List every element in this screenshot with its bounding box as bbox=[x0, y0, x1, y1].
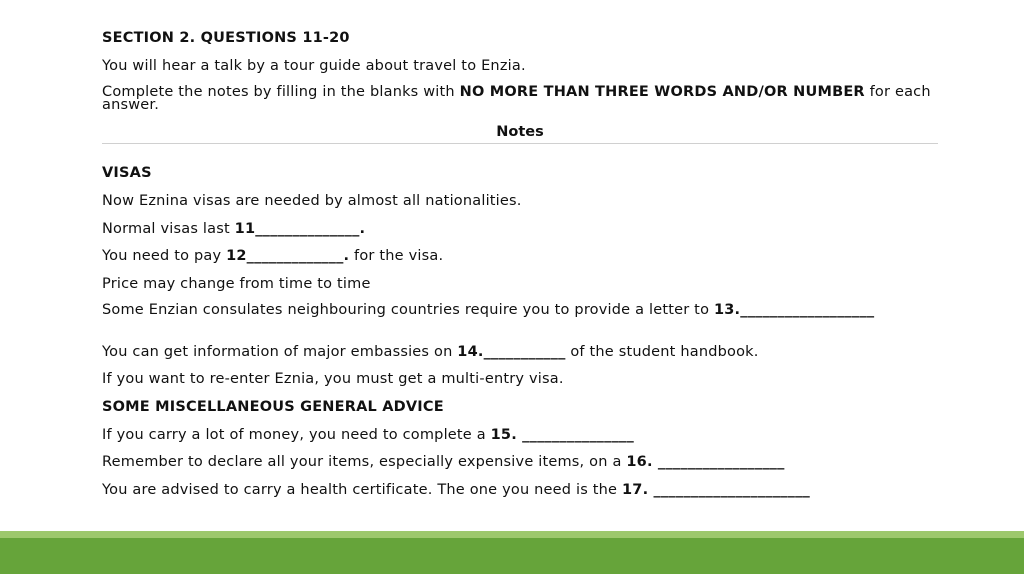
advice-line-1: If you carry a lot of money, you need to complete a 15. _______________ bbox=[102, 427, 634, 443]
divider bbox=[102, 143, 938, 144]
blank-15: 15. _______________ bbox=[490, 427, 634, 443]
footer-accent-strip bbox=[0, 531, 1024, 538]
visa-line-3: You need to pay 12_____________. for the visa. bbox=[102, 248, 444, 264]
notes-title: Notes bbox=[496, 124, 544, 140]
advice-line-2: Remember to declare all your items, especially expensive items, on a 16. _________________ bbox=[102, 454, 785, 470]
blank-14: 14.___________ bbox=[457, 344, 566, 360]
footer-bar bbox=[0, 538, 1024, 574]
visa-line-1: Now Eznina visas are needed by almost all nationalities. bbox=[102, 193, 522, 209]
advice-heading: SOME MISCELLANEOUS GENERAL ADVICE bbox=[102, 399, 444, 415]
advice-line-3: You are advised to carry a health certificate. The one you need is the 17. _____________________ bbox=[102, 482, 810, 498]
blank-11: 11______________. bbox=[234, 221, 366, 237]
visa-line-5: Some Enzian consulates neighbouring countries require you to provide a letter to 13.__________________ bbox=[102, 302, 875, 318]
visa-line-7: If you want to re-enter Eznia, you must get a multi-entry visa. bbox=[102, 371, 564, 387]
blank-13: 13.__________________ bbox=[713, 302, 875, 318]
visas-heading: VISAS bbox=[102, 165, 152, 181]
instruction-text: Complete the notes by filling in the blanks with NO MORE THAN THREE WORDS AND/OR NUMBER for each answer. bbox=[102, 84, 931, 113]
blank-17: 17. _____________________ bbox=[621, 482, 810, 498]
visa-line-2: Normal visas last 11______________. bbox=[102, 221, 366, 237]
blank-12: 12_____________. bbox=[226, 248, 350, 264]
blank-16: 16. _________________ bbox=[626, 454, 785, 470]
visa-line-4: Price may change from time to time bbox=[102, 276, 371, 292]
section-title: SECTION 2. QUESTIONS 11-20 bbox=[102, 30, 350, 46]
intro-text: You will hear a talk by a tour guide about travel to Enzia. bbox=[102, 58, 526, 74]
visa-line-6: You can get information of major embassies on 14.___________ of the student handbook. bbox=[102, 344, 759, 360]
